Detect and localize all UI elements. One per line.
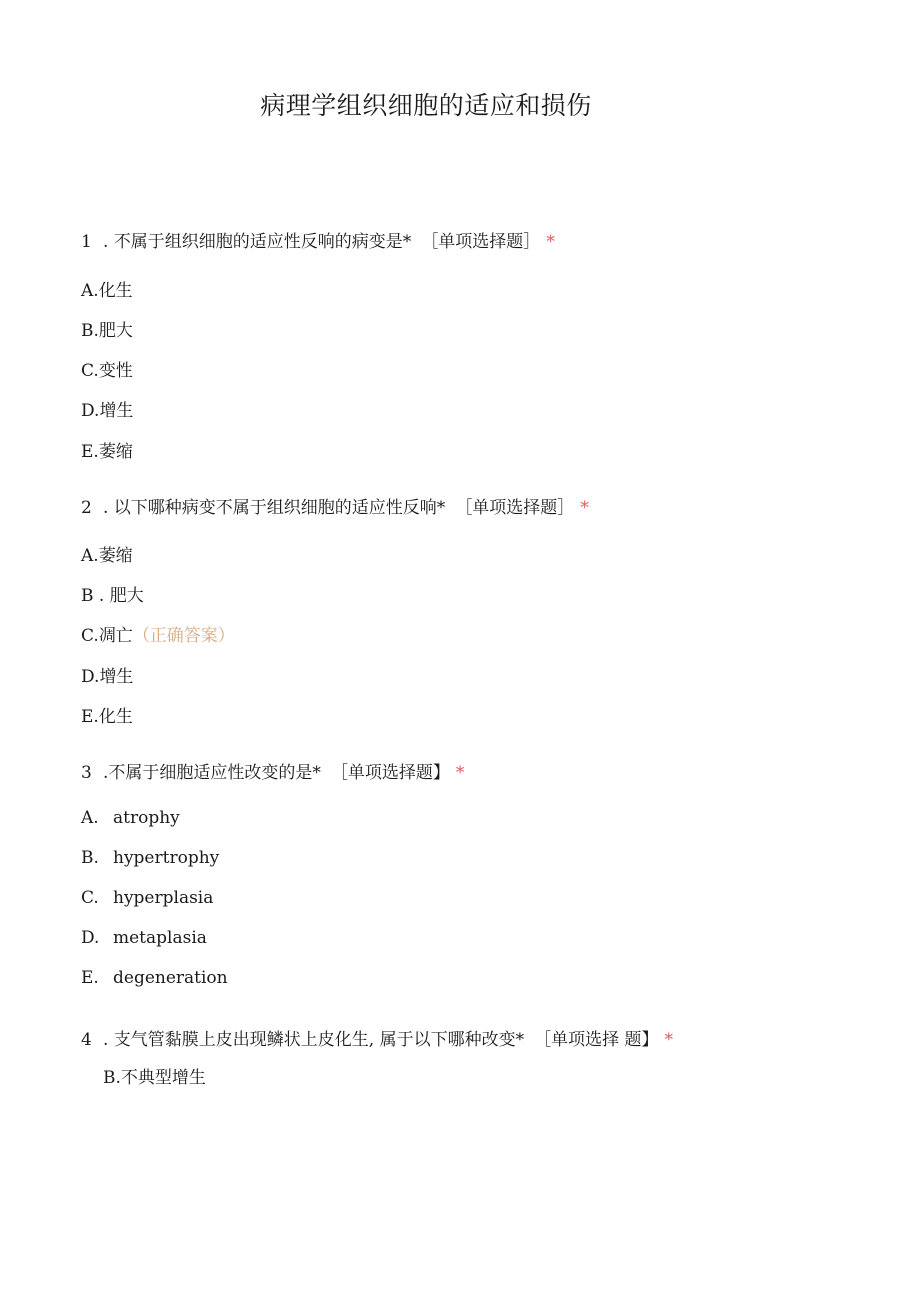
option-letter: A.	[81, 808, 99, 828]
option-text: 凋亡	[98, 626, 133, 646]
option-1b[interactable]	[81, 316, 133, 341]
option-letter: E.	[81, 968, 99, 988]
required-mark: *	[546, 232, 555, 252]
option-1c[interactable]	[81, 356, 133, 381]
option-4b[interactable]	[103, 1063, 206, 1088]
option-2b[interactable]	[81, 581, 144, 606]
option-text: 增生	[99, 667, 134, 687]
option-text: 变性	[98, 361, 133, 381]
option-letter: E.	[81, 442, 99, 462]
option-text: degeneration	[113, 968, 228, 988]
question-type: ［单项选择题】	[330, 763, 450, 783]
option-1a[interactable]	[81, 276, 133, 301]
question-number: 2	[81, 498, 92, 518]
option-letter: C.	[81, 888, 99, 908]
option-3e[interactable]	[81, 968, 228, 988]
option-text: 肥大	[98, 321, 133, 341]
option-letter: C.	[81, 361, 99, 381]
question-text: . 不属于组织细胞的适应性反响的病变是*	[103, 232, 412, 252]
option-3a[interactable]	[81, 808, 180, 828]
option-text: 化生	[98, 281, 133, 301]
required-mark: *	[664, 1030, 674, 1050]
option-letter: D.	[81, 401, 100, 421]
question-2	[81, 493, 589, 518]
option-text: hypertrophy	[113, 848, 220, 868]
option-letter: A.	[81, 281, 99, 301]
question-1	[81, 227, 555, 252]
option-1e[interactable]	[81, 437, 133, 462]
option-letter: B .	[81, 586, 110, 606]
question-text: . 支气管黏膜上皮出现鳞状上皮化生, 属于以下哪种改变*	[103, 1030, 525, 1050]
question-type: ［单项选择题］	[421, 232, 541, 252]
option-text: hyperplasia	[113, 888, 214, 908]
option-letter: D.	[81, 667, 100, 687]
option-3b[interactable]	[81, 848, 219, 868]
option-text: metaplasia	[113, 928, 207, 948]
option-letter: E.	[81, 707, 99, 727]
option-text: 化生	[98, 707, 133, 727]
question-text: .不属于细胞适应性改变的是*	[103, 763, 321, 783]
question-number: 4	[81, 1030, 92, 1050]
question-number: 1	[81, 232, 92, 252]
option-text: 增生	[99, 401, 134, 421]
question-text: . 以下哪种病变不属于组织细胞的适应性反响*	[103, 498, 446, 518]
question-number: 3	[81, 763, 92, 783]
correct-answer-label: （正确答案）	[132, 626, 235, 646]
option-letter: A.	[81, 546, 99, 566]
option-letter: B.	[81, 321, 99, 341]
option-1d[interactable]	[81, 396, 133, 421]
option-3c[interactable]	[81, 888, 213, 908]
option-text: 不典型增生	[120, 1068, 206, 1088]
question-type: ［单项选择题］	[455, 498, 575, 518]
option-2c[interactable]	[81, 621, 235, 646]
question-3	[81, 758, 464, 783]
option-letter: C.	[81, 626, 99, 646]
option-letter: B.	[81, 848, 99, 868]
option-text: 萎缩	[98, 546, 133, 566]
required-mark: *	[455, 763, 465, 783]
question-4	[81, 1025, 673, 1050]
option-letter: B.	[103, 1068, 121, 1088]
option-text: atrophy	[113, 808, 180, 828]
option-letter: D.	[81, 928, 100, 948]
option-2e[interactable]	[81, 702, 133, 727]
required-mark: *	[580, 498, 589, 518]
option-text: 萎缩	[98, 442, 133, 462]
option-text: 肥大	[109, 586, 144, 606]
option-2d[interactable]	[81, 662, 133, 687]
option-2a[interactable]	[81, 541, 133, 566]
document-title: 病理学组织细胞的适应和损伤	[260, 91, 592, 120]
question-type: ［单项选择 题】	[534, 1030, 659, 1050]
option-3d[interactable]	[81, 928, 207, 948]
